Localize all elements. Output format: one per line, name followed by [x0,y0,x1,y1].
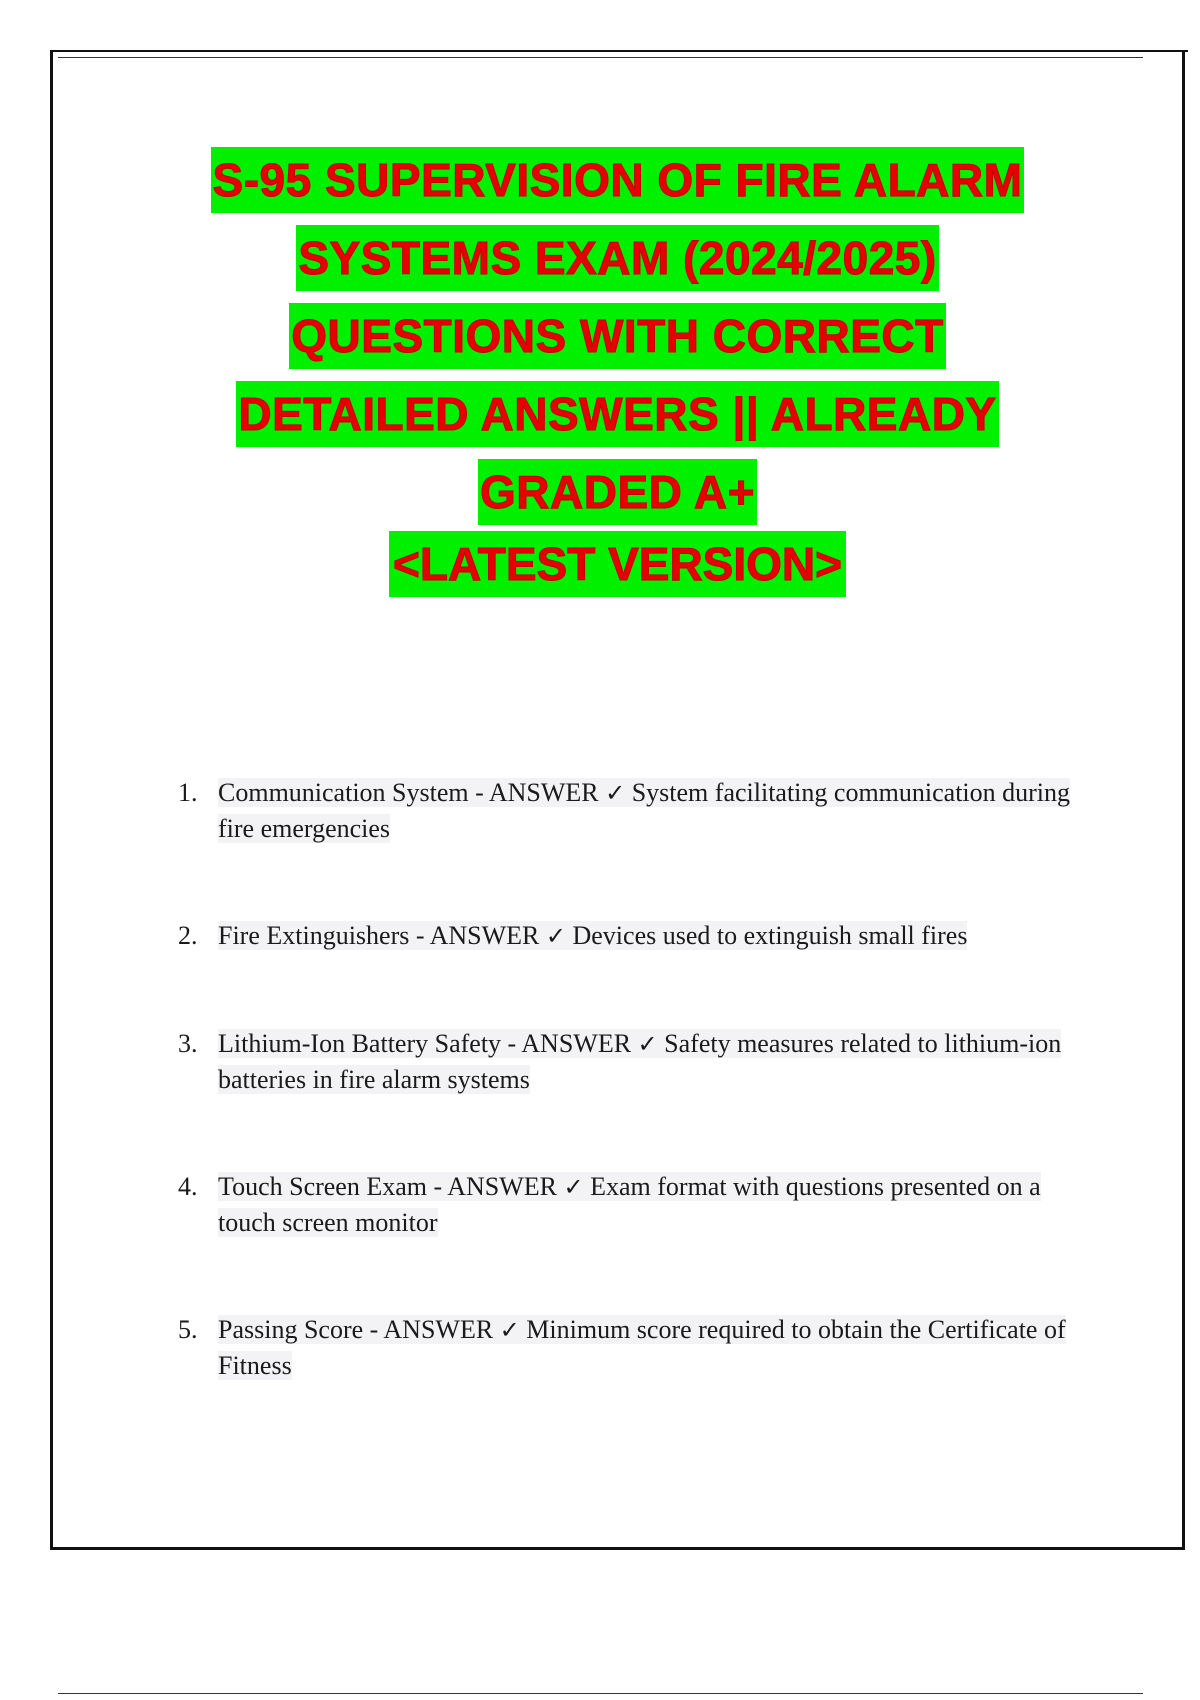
document-title [60,143,1175,533]
answer-marker: - ANSWER [507,1029,632,1058]
title-line-1: S-95 SUPERVISION OF FIRE ALARM [211,147,1025,213]
item-number: 4. [178,1172,198,1201]
item-number: 5. [178,1315,198,1344]
item-text [218,1026,1078,1098]
document-subtitle [60,531,1175,597]
item-text [218,1169,1078,1241]
title-line-4: DETAILED ANSWERS || ALREADY [236,381,998,447]
answer-marker: - ANSWER [369,1315,494,1344]
title-line-5: GRADED A+ [478,459,757,525]
item-definition: System facilitating communication during fire emergencies [218,778,1071,843]
item-number: 2. [178,921,198,950]
item-text [218,918,1078,954]
list-item [178,775,1078,847]
checkmark-icon: ✓ [637,1030,658,1058]
answer-marker: - ANSWER [475,778,599,807]
item-term: Lithium-Ion Battery Safety [218,1029,502,1058]
item-number: 3. [178,1029,198,1058]
item-text [218,775,1078,847]
item-number: 1. [178,778,198,807]
version-label: <LATEST VERSION> [389,531,846,597]
checkmark-icon: ✓ [499,1316,520,1344]
checkmark-icon: ✓ [545,922,566,950]
checkmark-icon: ✓ [605,779,626,807]
answer-marker: - ANSWER [433,1172,557,1201]
item-text [218,1312,1078,1384]
item-term: Fire Extinguishers [218,921,410,950]
item-definition: Safety measures related to lithium-ion batteries in fire alarm systems [218,1029,1062,1094]
list-item [178,1026,1078,1098]
item-term: Touch Screen Exam [218,1172,427,1201]
item-definition: Exam format with questions presented on a touch screen monitor [218,1172,1041,1237]
checkmark-icon: ✓ [563,1173,584,1201]
next-page-top-rule [58,1693,1143,1694]
list-item [178,1169,1078,1241]
answer-marker: - ANSWER [415,921,540,950]
item-definition: Minimum score required to obtain the Certificate of Fitness [218,1315,1066,1380]
title-line-2: SYSTEMS EXAM (2024/2025) [296,225,938,291]
title-line-3: QUESTIONS WITH CORRECT [289,303,945,369]
list-item [178,1312,1078,1384]
list-item [178,918,1078,954]
item-definition: Devices used to extinguish small fires [572,921,968,950]
item-term: Communication System [218,778,469,807]
item-term: Passing Score [218,1315,364,1344]
